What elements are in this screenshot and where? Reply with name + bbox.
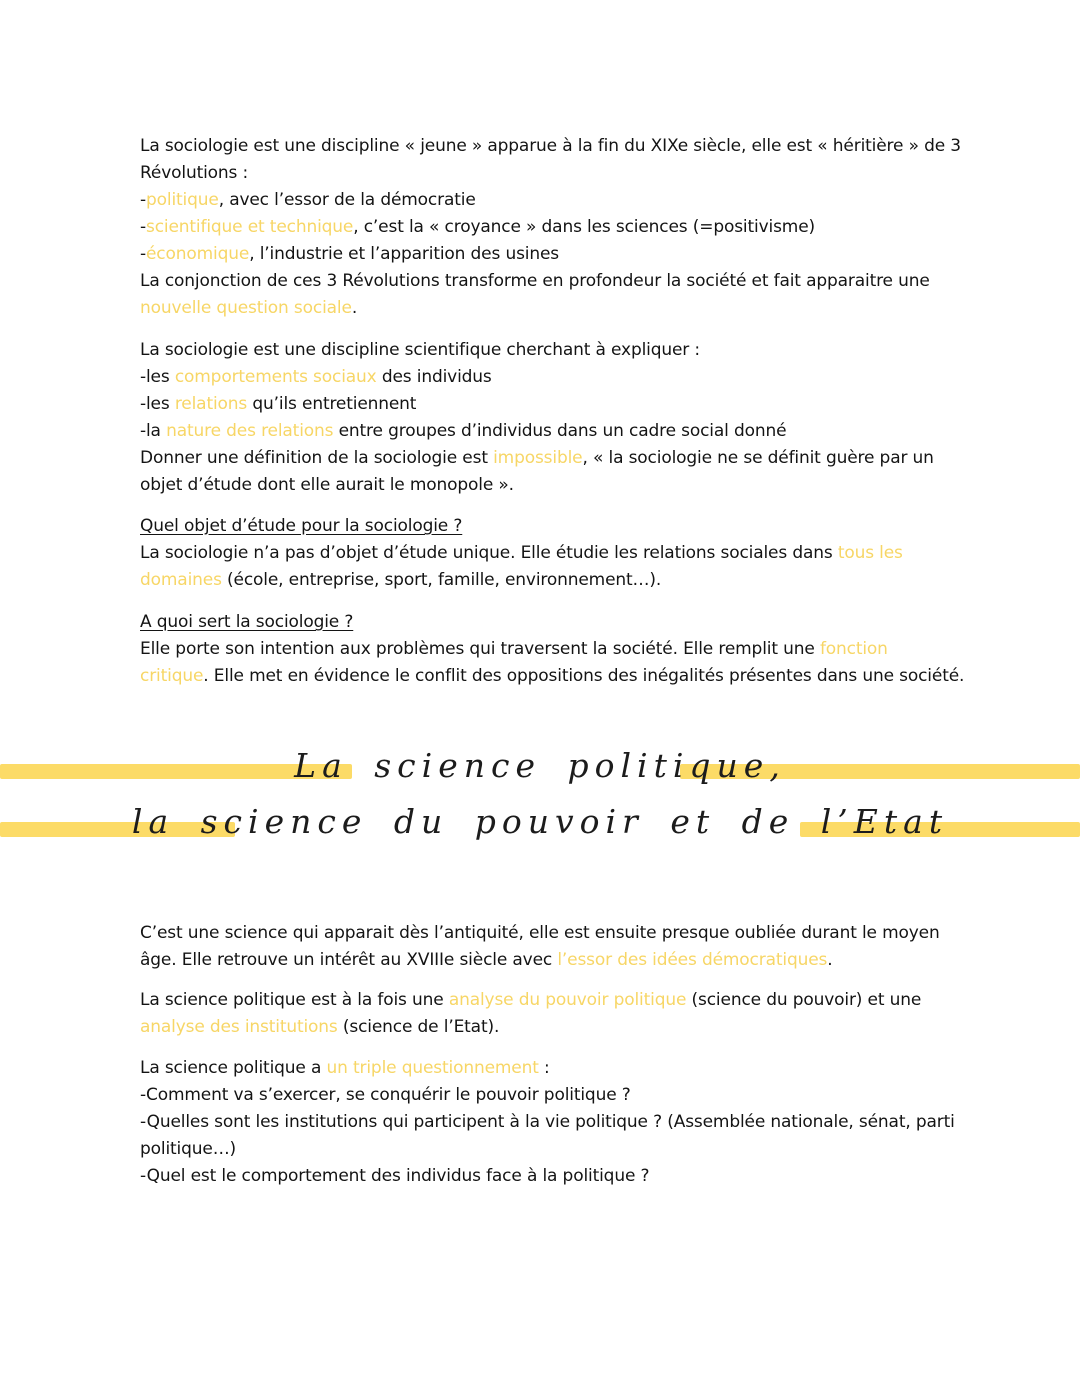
list-item: -politique, avec l’essor de la démocratie [140,190,476,210]
political-science-history [140,920,960,974]
highlight-term: analyse des institutions [140,1017,338,1037]
list-item: -les relations qu’ils entretiennent [140,394,417,414]
section-heading: Quel objet d’étude pour la sociologie ? [140,516,463,536]
section-title-line-2: la science du pouvoir et de l’Etat [131,802,949,841]
political-science-questions [140,1055,960,1190]
text-line: Révolutions : [140,163,249,183]
text-line: La science politique est à la fois une analyse du pouvoir politique (science du pouvoir) et une [140,990,922,1010]
highlight-term: fonction [819,639,888,659]
list-item: -scientifique et technique, c’est la « croyance » dans les sciences (=positivisme) [140,217,815,237]
highlight-term: un triple questionnement [326,1058,539,1078]
section-title-line-1: La science politique, [294,746,786,785]
list-item: -les comportements sociaux des individus [140,367,492,387]
sociology-purpose-section [140,609,965,690]
highlight-term: politique [145,190,219,210]
text-line: La conjonction de ces 3 Révolutions transforme en profondeur la société et fait apparaitre une [140,271,930,291]
list-item: -Quel est le comportement des individus face à la politique ? [140,1166,650,1186]
list-item: -Quelles sont les institutions qui participent à la vie politique ? (Assemblée nationale, sénat, parti [140,1112,955,1132]
list-item: -la nature des relations entre groupes d’individus dans un cadre social donné [140,421,787,441]
political-science-definition [140,987,960,1041]
highlight-term: nature des relations [166,421,334,441]
highlight-term: comportements sociaux [174,367,377,387]
list-item: -économique, l’industrie et l’apparition des usines [140,244,559,264]
sociology-definition [140,337,960,499]
text-line: âge. Elle retrouve un intérêt au XVIIIe siècle avec l’essor des idées démocratiques. [140,950,833,970]
text-line: critique. Elle met en évidence le conflit des oppositions des inégalités présentes dans une société. [140,666,965,686]
highlight-term: scientifique et technique [145,217,354,237]
text-line: La sociologie est une discipline « jeune » apparue à la fin du XIXe siècle, elle est « héritière » de 3 [140,136,961,156]
text-line: La sociologie est une discipline scientifique cherchant à expliquer : [140,340,700,360]
section-heading: A quoi sert la sociologie ? [140,612,354,632]
highlight-term: relations [174,394,248,414]
sociology-object-section [140,513,960,594]
list-item: -Comment va s’exercer, se conquérir le pouvoir politique ? [140,1085,631,1105]
text-line: analyse des institutions (science de l’Etat). [140,1017,500,1037]
text-line: domaines (école, entreprise, sport, famille, environnement…). [140,570,662,590]
text-line: Elle porte son intention aux problèmes qui traversent la société. Elle remplit une fonction [140,639,888,659]
highlight-term: l’essor des idées démocratiques [557,950,828,970]
list-item: politique…) [140,1139,237,1159]
text-line: La sociologie n’a pas d’objet d’étude unique. Elle étudie les relations sociales dans tous les [140,543,903,563]
highlight-term: nouvelle question sociale [140,298,352,318]
text-line: objet d’étude dont elle aurait le monopole ». [140,475,514,495]
highlight-term: critique [140,666,204,686]
text-line: C’est une science qui apparait dès l’antiquité, elle est ensuite presque oubliée durant le moyen [140,923,940,943]
sociology-intro [140,133,960,322]
text-line: La science politique a un triple questionnement : [140,1058,550,1078]
text-line: Donner une définition de la sociologie est impossible, « la sociologie ne se définit guère par un [140,448,934,468]
highlight-term: domaines [140,570,222,590]
highlight-term: tous les [837,543,903,563]
highlight-term: analyse du pouvoir politique [448,990,687,1010]
highlight-term: impossible [493,448,583,468]
highlight-term: économique [145,244,250,264]
text-line: nouvelle question sociale. [140,298,358,318]
